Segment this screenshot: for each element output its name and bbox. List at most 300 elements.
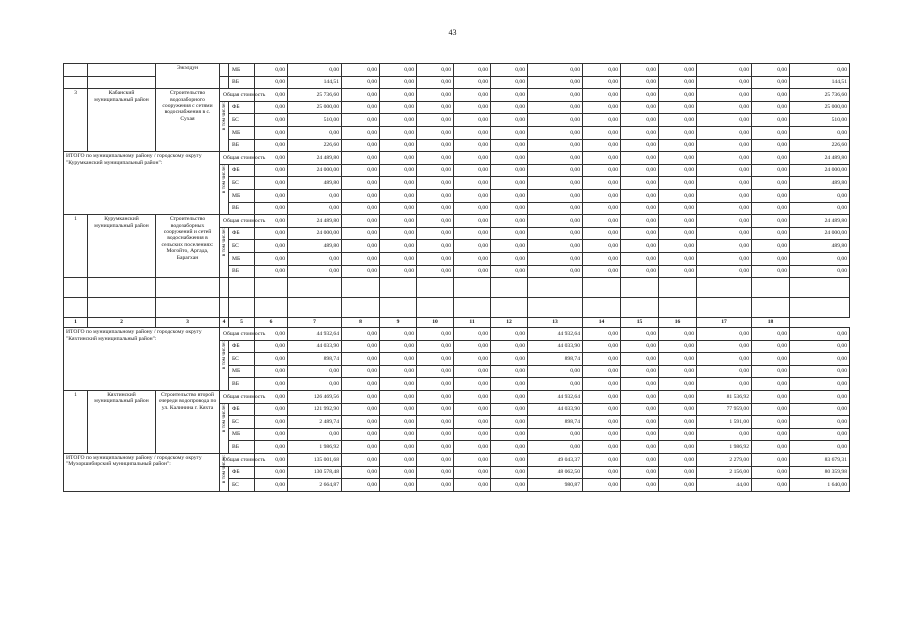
column-header: 6: [255, 318, 288, 328]
value-cell: 0,00: [255, 227, 288, 240]
value-cell: 0,00: [790, 328, 850, 341]
funding-type: ФБ: [229, 101, 255, 114]
value-cell: 0,00: [491, 365, 528, 378]
value-cell: 0,00: [621, 391, 659, 404]
value-cell: 0,00: [583, 215, 621, 228]
value-cell: 0,00: [255, 391, 288, 404]
value-cell: 0,00: [288, 428, 342, 441]
value-cell: 0,00: [454, 265, 491, 278]
value-cell: 0,00: [491, 89, 528, 102]
value-cell: 0,00: [342, 64, 380, 77]
column-header: 4: [220, 318, 229, 328]
value-cell: 0,00: [380, 240, 417, 253]
value-cell: 48 062,50: [528, 466, 583, 479]
value-cell: 0,00: [528, 152, 583, 165]
value-cell: 0,00: [454, 89, 491, 102]
value-cell: 0,00: [342, 126, 380, 139]
value-cell: 0,00: [697, 126, 752, 139]
value-cell: 0,00: [790, 64, 850, 77]
column-header: 7: [288, 318, 342, 328]
value-cell: 489,80: [288, 240, 342, 253]
value-cell: 0,00: [342, 101, 380, 114]
column-header: 17: [697, 318, 752, 328]
value-cell: 0,00: [659, 252, 697, 265]
value-cell: 0,00: [417, 126, 454, 139]
value-cell: 0,00: [790, 202, 850, 215]
value-cell: 0,00: [752, 441, 790, 454]
empty-cell: [255, 278, 288, 298]
empty-cell: [417, 278, 454, 298]
value-cell: 0,00: [697, 328, 752, 341]
value-cell: 0,00: [659, 454, 697, 467]
value-cell: 0,00: [621, 164, 659, 177]
value-cell: 0,00: [491, 252, 528, 265]
value-cell: 0,00: [752, 114, 790, 127]
value-cell: 0,00: [491, 114, 528, 127]
value-cell: 0,00: [255, 177, 288, 190]
object-name: Строительство второй очереди водопровода по ул. Калинина г. Кяхта: [156, 391, 220, 454]
value-cell: 0,00: [697, 189, 752, 202]
value-cell: 0,00: [621, 189, 659, 202]
value-cell: 0,00: [583, 126, 621, 139]
empty-cell: [752, 298, 790, 318]
district-name: Кабанский муниципальный район: [88, 89, 156, 152]
column-header: 12: [491, 318, 528, 328]
value-cell: 0,00: [491, 240, 528, 253]
value-cell: 0,00: [528, 89, 583, 102]
funding-type: ФБ: [229, 466, 255, 479]
empty-cell: [342, 278, 380, 298]
district-name: Курумканский муниципальный район: [88, 215, 156, 278]
value-cell: 0,00: [454, 215, 491, 228]
value-cell: 0,00: [255, 89, 288, 102]
value-cell: 0,00: [491, 466, 528, 479]
value-cell: 0,00: [621, 340, 659, 353]
value-cell: 0,00: [621, 416, 659, 429]
value-cell: 0,00: [417, 391, 454, 404]
value-cell: 0,00: [697, 89, 752, 102]
value-cell: 0,00: [752, 365, 790, 378]
value-cell: 0,00: [255, 202, 288, 215]
value-cell: 24 489,80: [790, 215, 850, 228]
value-cell: 24 000,00: [288, 227, 342, 240]
value-cell: 0,00: [697, 101, 752, 114]
value-cell: 0,00: [417, 114, 454, 127]
value-cell: 0,00: [255, 126, 288, 139]
value-cell: 0,00: [528, 202, 583, 215]
incl-label: [220, 101, 229, 151]
value-cell: 0,00: [255, 139, 288, 152]
value-cell: 0,00: [621, 114, 659, 127]
table-row: [64, 64, 850, 77]
value-cell: 0,00: [255, 454, 288, 467]
funding-type: ВБ: [229, 265, 255, 278]
value-cell: 0,00: [659, 189, 697, 202]
value-cell: 0,00: [380, 416, 417, 429]
value-cell: 0,00: [621, 252, 659, 265]
value-cell: 0,00: [417, 252, 454, 265]
value-cell: 0,00: [380, 391, 417, 404]
incl-label: [220, 403, 229, 453]
value-cell: 0,00: [621, 76, 659, 89]
column-header: 1: [64, 318, 88, 328]
object-name: Строительство водозаборного сооружения с сетями водоснабжения в с. Сухая: [156, 89, 220, 152]
value-cell: 0,00: [752, 454, 790, 467]
value-cell: 0,00: [380, 126, 417, 139]
empty-cell: [64, 278, 88, 298]
value-cell: 0,00: [621, 139, 659, 152]
value-cell: 0,00: [528, 365, 583, 378]
value-cell: 0,00: [790, 365, 850, 378]
value-cell: 0,00: [255, 441, 288, 454]
empty-cell: [491, 278, 528, 298]
value-cell: 0,00: [659, 89, 697, 102]
value-cell: 77 959,00: [697, 403, 752, 416]
value-cell: 0,00: [417, 428, 454, 441]
value-cell: 0,00: [255, 215, 288, 228]
value-cell: 0,00: [454, 416, 491, 429]
value-cell: 0,00: [583, 202, 621, 215]
value-cell: 0,00: [583, 114, 621, 127]
value-cell: 0,00: [528, 227, 583, 240]
funding-type: МБ: [229, 365, 255, 378]
value-cell: 0,00: [255, 101, 288, 114]
value-cell: 0,00: [454, 428, 491, 441]
value-cell: 0,00: [528, 164, 583, 177]
value-cell: 0,00: [417, 177, 454, 190]
value-cell: 0,00: [342, 89, 380, 102]
value-cell: 25 736,60: [288, 89, 342, 102]
empty-cell: [220, 278, 229, 298]
value-cell: 0,00: [417, 378, 454, 391]
value-cell: 0,00: [659, 328, 697, 341]
value-cell: 0,00: [288, 365, 342, 378]
value-cell: 0,00: [255, 64, 288, 77]
row-number: 1: [64, 391, 88, 454]
value-cell: 0,00: [288, 252, 342, 265]
value-cell: 0,00: [790, 353, 850, 366]
value-cell: 0,00: [790, 126, 850, 139]
table-row: [64, 318, 850, 328]
value-cell: 0,00: [621, 365, 659, 378]
value-cell: 0,00: [417, 403, 454, 416]
value-cell: 0,00: [380, 403, 417, 416]
value-cell: 0,00: [454, 365, 491, 378]
value-cell: 0,00: [454, 391, 491, 404]
value-cell: 24 489,80: [288, 152, 342, 165]
value-cell: 0,00: [752, 265, 790, 278]
value-cell: 0,00: [659, 365, 697, 378]
value-cell: 0,00: [491, 265, 528, 278]
value-cell: 0,00: [621, 202, 659, 215]
value-cell: 226,60: [288, 139, 342, 152]
value-cell: 0,00: [454, 114, 491, 127]
column-header: 2: [88, 318, 156, 328]
page-number: 43: [448, 28, 457, 37]
value-cell: 1 986,92: [288, 441, 342, 454]
value-cell: 980,87: [528, 479, 583, 492]
value-cell: 0,00: [380, 202, 417, 215]
value-cell: 126 469,56: [288, 391, 342, 404]
number-cell: [64, 64, 88, 77]
value-cell: 0,00: [491, 353, 528, 366]
value-cell: 0,00: [417, 215, 454, 228]
value-cell: 0,00: [621, 403, 659, 416]
total-label: Общая стоимость: [220, 391, 255, 404]
value-cell: 0,00: [659, 441, 697, 454]
value-cell: 0,00: [380, 441, 417, 454]
value-cell: 0,00: [454, 189, 491, 202]
value-cell: 0,00: [491, 403, 528, 416]
value-cell: 25 000,00: [288, 101, 342, 114]
row-number: 1: [64, 215, 88, 278]
value-cell: 0,00: [342, 441, 380, 454]
value-cell: 0,00: [659, 340, 697, 353]
value-cell: 0,00: [342, 391, 380, 404]
value-cell: 0,00: [491, 416, 528, 429]
value-cell: 0,00: [752, 89, 790, 102]
empty-cell: [790, 278, 850, 298]
value-cell: 0,00: [491, 64, 528, 77]
value-cell: 0,00: [697, 76, 752, 89]
value-cell: 0,00: [528, 64, 583, 77]
value-cell: 0,00: [491, 76, 528, 89]
column-header: 8: [342, 318, 380, 328]
value-cell: 0,00: [659, 164, 697, 177]
value-cell: 0,00: [583, 189, 621, 202]
column-header: 14: [583, 318, 621, 328]
value-cell: 0,00: [752, 353, 790, 366]
value-cell: 0,00: [417, 328, 454, 341]
itogo-title: ИТОГО по муниципальному району / городскому округу "Мухоршибирский муниципальный район":: [64, 454, 220, 492]
column-header: 5: [229, 318, 255, 328]
value-cell: 0,00: [659, 479, 697, 492]
value-cell: 0,00: [454, 353, 491, 366]
empty-cell: [790, 298, 850, 318]
empty-cell: [491, 298, 528, 318]
value-cell: 0,00: [697, 202, 752, 215]
empty-cell: [583, 298, 621, 318]
value-cell: 1 986,92: [697, 441, 752, 454]
table-row: [64, 152, 850, 165]
value-cell: 0,00: [621, 126, 659, 139]
value-cell: 0,00: [255, 164, 288, 177]
value-cell: 44 033,90: [528, 403, 583, 416]
value-cell: 0,00: [528, 189, 583, 202]
value-cell: 0,00: [380, 378, 417, 391]
value-cell: 0,00: [583, 101, 621, 114]
itogo-title: ИТОГО по муниципальному району / городскому округу "Кяхтинский муниципальный район":: [64, 328, 220, 391]
empty-cell: [417, 298, 454, 318]
value-cell: 0,00: [342, 353, 380, 366]
value-cell: 0,00: [255, 466, 288, 479]
incl-text: в том числе:: [220, 454, 227, 483]
value-cell: 0,00: [417, 76, 454, 89]
value-cell: 0,00: [417, 164, 454, 177]
value-cell: 0,00: [342, 416, 380, 429]
total-label: Общая стоимость: [220, 152, 255, 165]
value-cell: 0,00: [255, 403, 288, 416]
value-cell: 0,00: [752, 139, 790, 152]
value-cell: 0,00: [417, 101, 454, 114]
table-row: [64, 298, 850, 318]
value-cell: 0,00: [659, 177, 697, 190]
value-cell: 44 033,90: [288, 340, 342, 353]
value-cell: 0,00: [752, 391, 790, 404]
value-cell: 0,00: [583, 64, 621, 77]
value-cell: 0,00: [752, 164, 790, 177]
value-cell: 80 359,98: [790, 466, 850, 479]
value-cell: 0,00: [417, 227, 454, 240]
value-cell: 0,00: [752, 152, 790, 165]
funding-type: МБ: [229, 428, 255, 441]
value-cell: 0,00: [491, 139, 528, 152]
value-cell: 0,00: [491, 454, 528, 467]
incl-label: [220, 164, 229, 214]
value-cell: 0,00: [528, 265, 583, 278]
empty-cell: [528, 298, 583, 318]
value-cell: 0,00: [752, 101, 790, 114]
value-cell: 0,00: [621, 378, 659, 391]
value-cell: 0,00: [621, 428, 659, 441]
funding-type: БС: [229, 353, 255, 366]
value-cell: 0,00: [380, 466, 417, 479]
value-cell: 0,00: [380, 454, 417, 467]
value-cell: 0,00: [697, 215, 752, 228]
value-cell: 0,00: [380, 215, 417, 228]
value-cell: 0,00: [528, 441, 583, 454]
value-cell: 0,00: [659, 227, 697, 240]
value-cell: 0,00: [752, 466, 790, 479]
value-cell: 0,00: [621, 89, 659, 102]
funding-type: БС: [229, 479, 255, 492]
value-cell: 0,00: [380, 227, 417, 240]
value-cell: 489,80: [790, 240, 850, 253]
value-cell: 0,00: [697, 378, 752, 391]
value-cell: 0,00: [583, 139, 621, 152]
funding-type: ФБ: [229, 403, 255, 416]
value-cell: 0,00: [621, 441, 659, 454]
value-cell: 0,00: [380, 89, 417, 102]
value-cell: 0,00: [342, 428, 380, 441]
value-cell: 0,00: [491, 227, 528, 240]
value-cell: 0,00: [417, 441, 454, 454]
district-cell: [88, 76, 156, 89]
empty-cell: [156, 278, 220, 298]
value-cell: 0,00: [454, 252, 491, 265]
table-row: [64, 454, 850, 467]
value-cell: 0,00: [491, 126, 528, 139]
value-cell: 0,00: [697, 177, 752, 190]
value-cell: 0,00: [583, 89, 621, 102]
value-cell: 0,00: [659, 265, 697, 278]
value-cell: 0,00: [659, 202, 697, 215]
value-cell: 0,00: [417, 466, 454, 479]
value-cell: 0,00: [491, 441, 528, 454]
object-name: Строительство водозаборных сооружений и сетей водоснабжения в сельских поселениях: Могойто, Аргада, Барагхан: [156, 215, 220, 278]
value-cell: 0,00: [659, 126, 697, 139]
value-cell: 0,00: [288, 126, 342, 139]
value-cell: 0,00: [417, 189, 454, 202]
value-cell: 0,00: [491, 202, 528, 215]
value-cell: 0,00: [659, 416, 697, 429]
object-cell: Эжэлдун: [156, 64, 220, 89]
value-cell: 0,00: [255, 252, 288, 265]
funding-type: ФБ: [229, 340, 255, 353]
value-cell: 0,00: [288, 265, 342, 278]
value-cell: 0,00: [621, 240, 659, 253]
value-cell: 0,00: [417, 479, 454, 492]
value-cell: 0,00: [752, 416, 790, 429]
value-cell: 0,00: [752, 202, 790, 215]
funding-type: ФБ: [229, 227, 255, 240]
empty-cell: [697, 278, 752, 298]
empty-cell: [156, 298, 220, 318]
value-cell: 44 932,64: [528, 328, 583, 341]
value-cell: 0,00: [659, 403, 697, 416]
value-cell: 0,00: [454, 479, 491, 492]
value-cell: 0,00: [255, 428, 288, 441]
district-name: Кяхтинский муниципальный район: [88, 391, 156, 454]
value-cell: 0,00: [380, 428, 417, 441]
value-cell: 0,00: [528, 177, 583, 190]
column-header: 16: [659, 318, 697, 328]
value-cell: 0,00: [454, 240, 491, 253]
funding-type: БС: [229, 416, 255, 429]
value-cell: 0,00: [790, 416, 850, 429]
value-cell: 0,00: [454, 177, 491, 190]
value-cell: 0,00: [528, 240, 583, 253]
value-cell: 0,00: [621, 227, 659, 240]
value-cell: 0,00: [621, 353, 659, 366]
value-cell: 0,00: [659, 215, 697, 228]
value-cell: 0,00: [752, 126, 790, 139]
value-cell: 0,00: [454, 454, 491, 467]
empty-cell: [229, 298, 255, 318]
value-cell: 44 932,64: [528, 391, 583, 404]
incl-label: [220, 454, 229, 491]
value-cell: 0,00: [255, 340, 288, 353]
empty-cell: [621, 278, 659, 298]
empty-cell: [255, 298, 288, 318]
empty-cell: [288, 298, 342, 318]
funding-type: ВБ: [229, 441, 255, 454]
value-cell: 0,00: [342, 265, 380, 278]
value-cell: 0,00: [255, 353, 288, 366]
value-cell: 25 000,00: [790, 101, 850, 114]
value-cell: 24 000,00: [288, 164, 342, 177]
empty-cell: [342, 298, 380, 318]
column-header: 11: [454, 318, 491, 328]
empty-cell: [288, 278, 342, 298]
value-cell: 0,00: [790, 391, 850, 404]
value-cell: 510,00: [288, 114, 342, 127]
value-cell: 0,00: [790, 428, 850, 441]
value-cell: 0,00: [342, 202, 380, 215]
value-cell: 0,00: [583, 252, 621, 265]
funding-type: БС: [229, 114, 255, 127]
value-cell: 24 000,00: [790, 164, 850, 177]
value-cell: 0,00: [752, 64, 790, 77]
value-cell: 0,00: [491, 391, 528, 404]
value-cell: 0,00: [752, 215, 790, 228]
value-cell: 0,00: [583, 428, 621, 441]
value-cell: 0,00: [380, 177, 417, 190]
empty-cell: [88, 278, 156, 298]
value-cell: 0,00: [417, 454, 454, 467]
value-cell: 0,00: [752, 479, 790, 492]
value-cell: 0,00: [659, 391, 697, 404]
